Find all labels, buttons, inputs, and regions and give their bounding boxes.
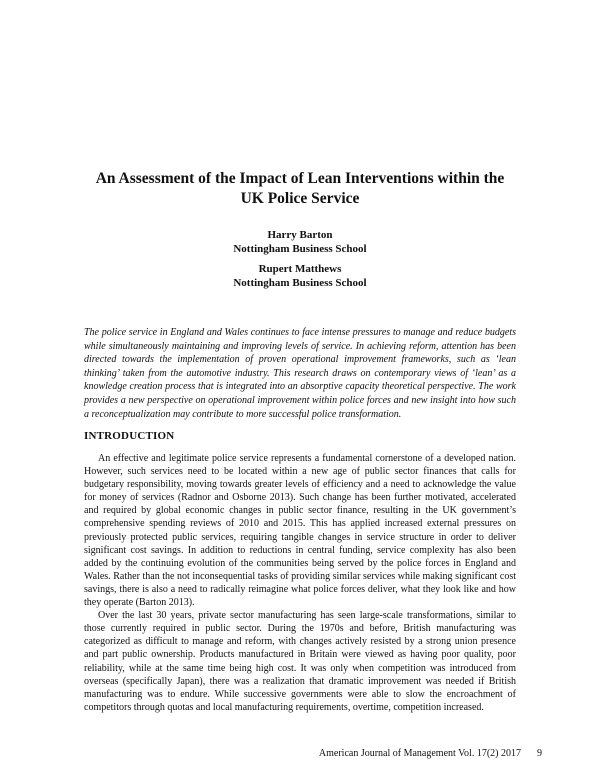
author-block-2 — [0, 262, 600, 290]
body-text — [84, 452, 516, 714]
author-affiliation: Nottingham Business School — [233, 277, 367, 289]
abstract: The police service in England and Wales continues to face intense pressures to manage and reduce budgets while simultaneously maintaining and improving levels of service. In achieving reform, attention has been directed towards the implementation of proven operational improvement frameworks, such as ‘lean thinking’ taken from the automotive industry. This research draws on contemporary views of ‘lean’ as a knowledge creation process that is integrated into an absorptive capacity theoretical perspective. The work provides a new perspective on operational improvement within police forces and new insight into how such a reconceptualization may contribute to more successful police transformation. — [84, 327, 516, 420]
paragraph: Over the last 30 years, private sector manufacturing has seen large-scale transformations, similar to those currently required in public sector. During the 1970s and before, British manufacturing was categorized as difficult to manage and reform, with changes actively resisted by a strong union presence and part public ownership. Products manufactured in Britain were viewed as having poor quality, poor reliability, while at the same time being high cost. It was only when competition was introduced from overseas (specifically Japan), there was a realization that dramatic improvement was needed if British manufacturing was to endure. While successive governments were able to slow the encroachment of competitors through quotas and local manufacturing requirements, overtime, competition increased. — [84, 610, 516, 713]
journal-citation: American Journal of Management Vol. 17(2) 2017 — [318, 748, 521, 759]
section-heading: INTRODUCTION — [84, 430, 175, 442]
author-name: Harry Barton — [267, 229, 333, 241]
page-number: 9 — [537, 748, 542, 759]
paragraph: An effective and legitimate police service represents a fundamental cornerstone of a developed nation. However, such services need to be located within a new age of public sector finances that calls for budgetary responsibility, moving towards greater levels of efficiency and a need to acknowledge the value for money of services (Radnor and Osborne 2013). Such change has been further motivated, accelerated and required by global economic changes in public sector finance, resulting in the UK government’s comprehensive spending reviews of 2010 and 2015. This has applied increased external pressures on previously protected public services, requiring tangible changes in service structure in order to deliver significant cost savings. In addition to reductions in central funding, service complexity has also been added by the continuing evolution of the communities being served by the police forces in England and Wales. Rather than the not inconsequential tasks of providing similar services while making significant cost savings, there is also a need to radically reimagine what police forces deliver, what they look like and how they operate (Barton 2013). — [84, 453, 516, 609]
author-name: Rupert Matthews — [258, 263, 342, 275]
author-block-1 — [0, 228, 600, 256]
paper-title: An Assessment of the Impact of Lean Interventions within the UK Police Service — [95, 170, 505, 207]
page-footer — [319, 748, 542, 759]
author-affiliation: Nottingham Business School — [233, 243, 367, 255]
